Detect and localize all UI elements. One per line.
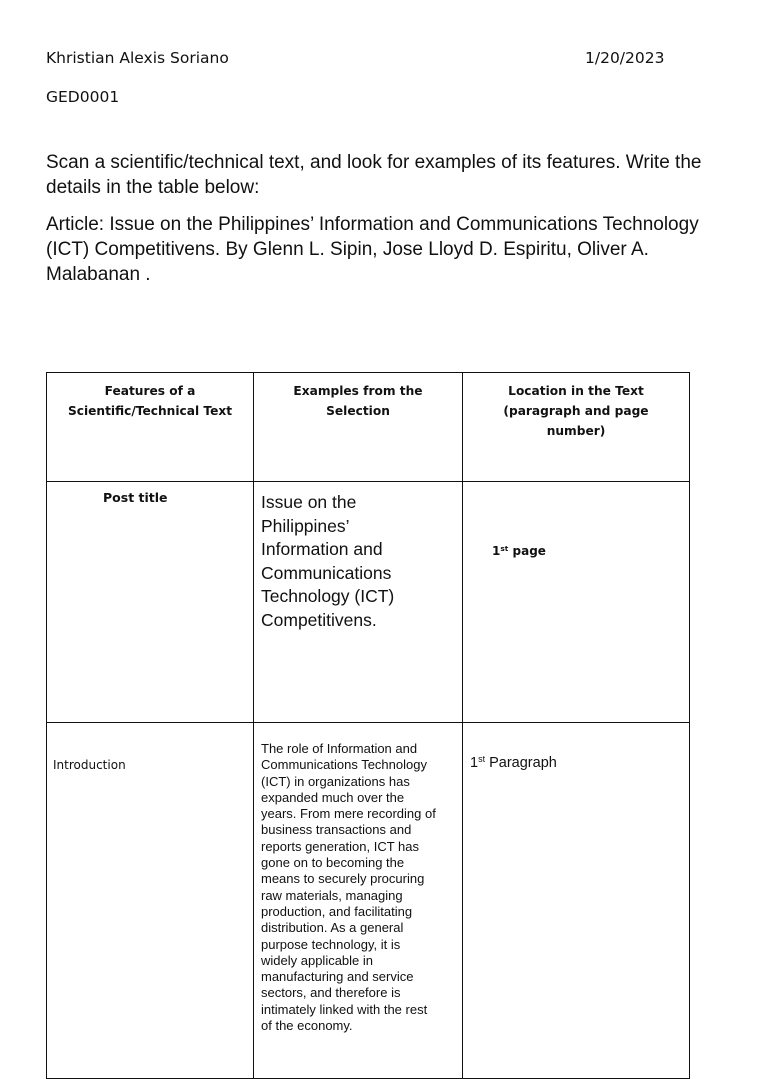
- header-location-line2: (paragraph and page: [503, 404, 649, 418]
- example-cell: [254, 482, 463, 723]
- example-line: means to securely procuring: [261, 871, 425, 887]
- example-line: expanded much over the: [261, 789, 405, 805]
- example-line: Technology (ICT): [261, 586, 395, 607]
- instructions-text: Scan a scientific/technical text, and look for examples of its features. Write the details in the table below:: [46, 152, 702, 198]
- header-location-line1: Location in the Text: [508, 384, 644, 398]
- header-location: [463, 373, 690, 482]
- header-features-line1: Features of a: [104, 384, 196, 398]
- example-line: intimately linked with the rest: [261, 1001, 428, 1017]
- table-row-post-title: [47, 482, 690, 723]
- example-line: (ICT) in organizations has: [261, 773, 410, 789]
- header-features-line2: Scientific/Technical Text: [67, 404, 233, 418]
- header-features: [47, 373, 254, 482]
- feature-cell: Introduction: [47, 723, 254, 1079]
- example-line: widely applicable in: [261, 952, 374, 968]
- document-date: 1/20/2023: [585, 49, 665, 67]
- example-line: of the economy.: [261, 1018, 353, 1034]
- example-line: Information and: [261, 539, 383, 560]
- location-ordinal: 1: [492, 544, 501, 558]
- example-line: gone on to becoming the: [261, 855, 405, 871]
- location-suffix: st: [478, 754, 486, 765]
- example-line: Communications Technology: [261, 757, 427, 773]
- example-line: years. From mere recording of: [261, 806, 436, 822]
- example-line: production, and facilitating: [261, 903, 413, 919]
- example-line: raw materials, managing: [261, 887, 403, 903]
- header-location-line3: number): [546, 424, 606, 438]
- header-examples-line2: Selection: [326, 404, 390, 418]
- header-examples-line1: Examples from the: [293, 384, 423, 398]
- article-citation: Article: Issue on the Philippines’ Information and Communications Technology (ICT) Competitivens. By Glenn L. Sipin, Jose Lloyd D. Espiritu, Oliver A. Malabanan .: [46, 214, 699, 285]
- course-code: GED0001: [46, 88, 120, 106]
- example-line: manufacturing and service: [261, 969, 414, 985]
- example-line: Competitivens.: [261, 609, 377, 630]
- example-line: sectors, and therefore is: [261, 985, 401, 1001]
- table-row-introduction: [47, 723, 690, 1079]
- example-line: Communications: [261, 562, 392, 583]
- location-unit: Paragraph: [485, 755, 557, 771]
- example-line: The role of Information and: [261, 741, 418, 756]
- student-name: Khristian Alexis Soriano: [46, 49, 229, 67]
- example-line: purpose technology, it is: [261, 936, 401, 952]
- example-line: business transactions and: [261, 822, 412, 838]
- location-ordinal: 1: [470, 755, 479, 771]
- location-unit: page: [508, 544, 546, 558]
- location-cell: [463, 723, 690, 1079]
- example-line: Philippines’: [261, 515, 350, 536]
- example-line: distribution. As a general: [261, 920, 404, 936]
- example-line: Issue on the: [261, 492, 357, 512]
- feature-cell: Post title: [47, 482, 254, 723]
- table-header-row: [47, 373, 690, 482]
- location-cell: [463, 482, 690, 723]
- location-suffix: st: [500, 543, 509, 553]
- example-line: reports generation, ICT has: [261, 838, 420, 854]
- features-table: [46, 372, 690, 1079]
- example-cell: [254, 723, 463, 1079]
- header-examples: [254, 373, 463, 482]
